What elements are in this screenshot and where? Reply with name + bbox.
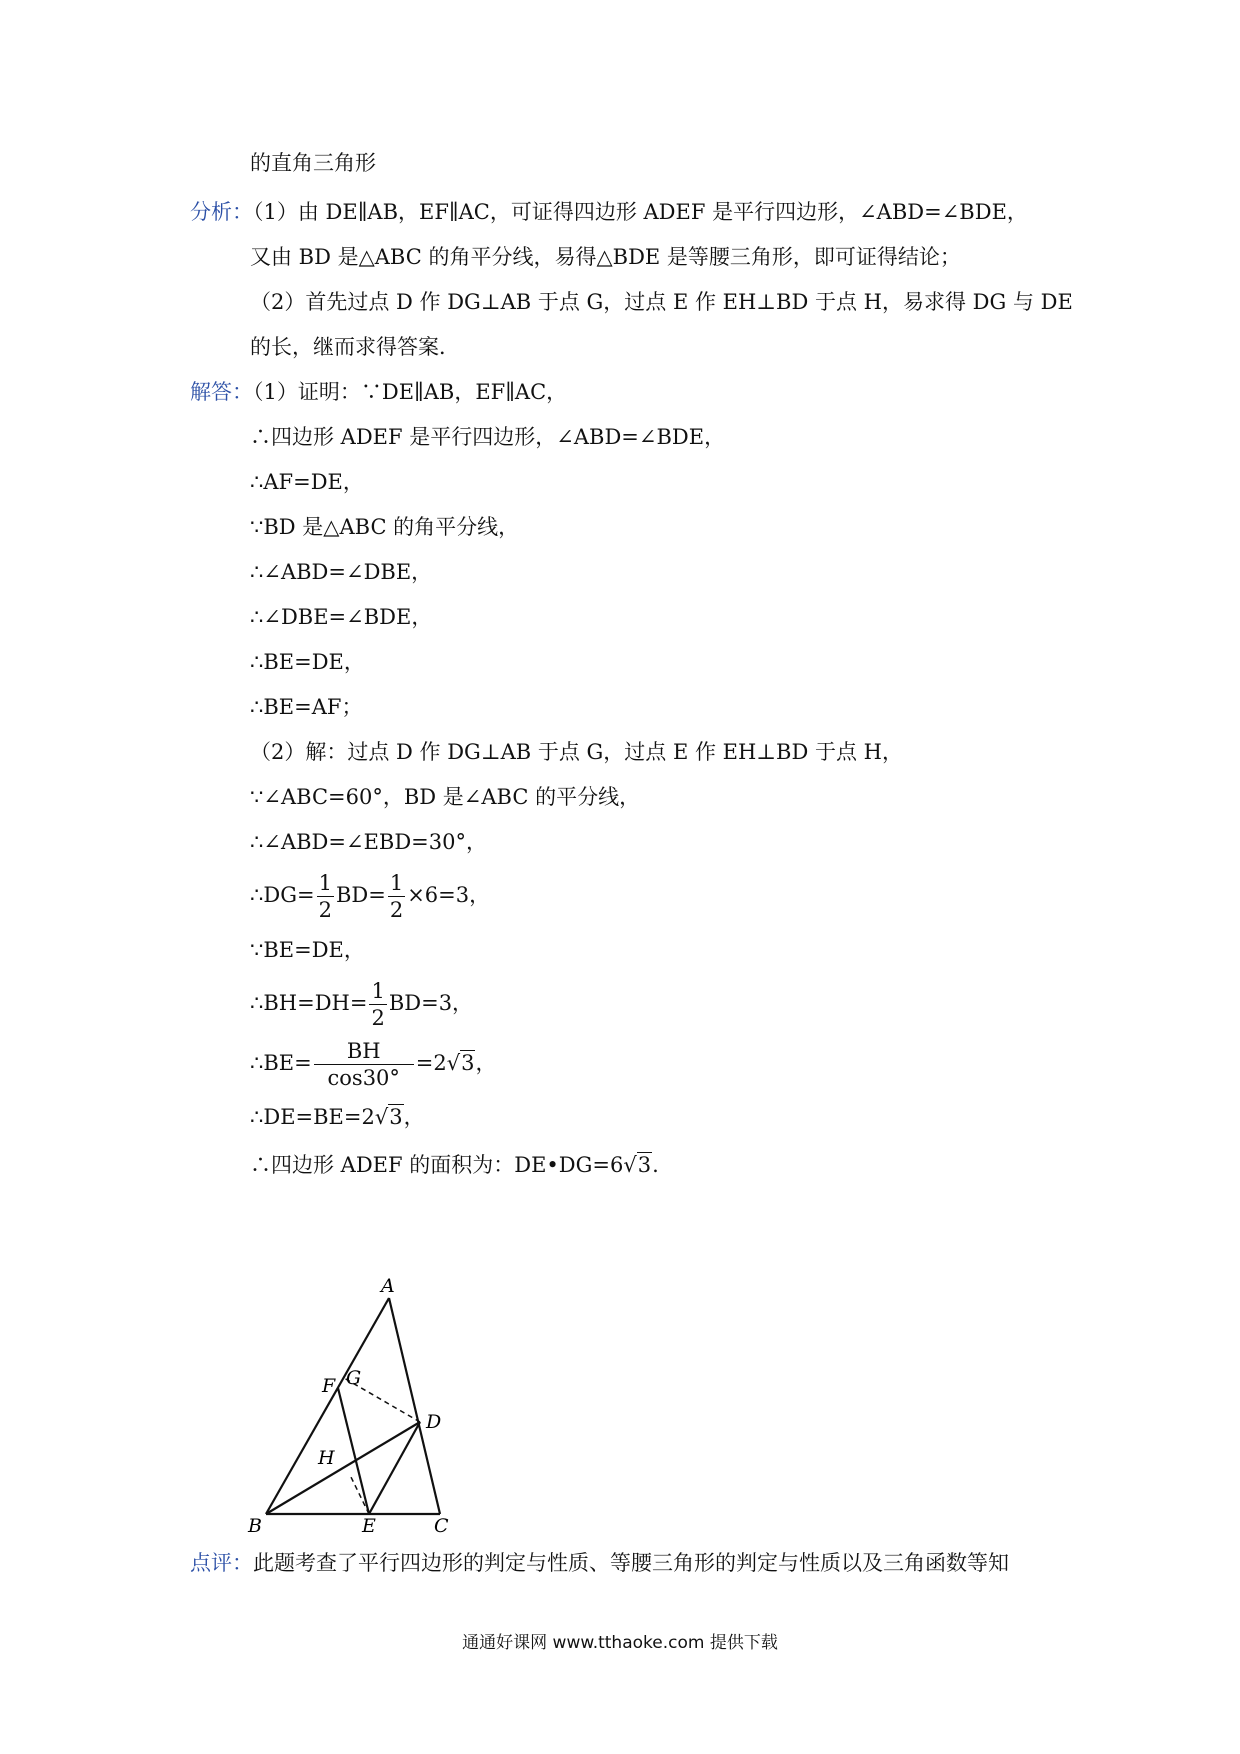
fraction: $\frac{1}{2}$ (389, 871, 404, 922)
page-footer: 通通好课网 www.tthaoke.com 提供下载 (462, 1633, 778, 1653)
label-a: A (381, 1275, 395, 1297)
solution-part2: （2）解：过点 D 作 DG⊥AB 于点 G，过点 E 作 EH⊥BD 于点 H， (250, 740, 903, 764)
analysis-text-1: （1）由 DE∥AB，EF∥AC，可证得四边形 ADEF 是平行四边形，∠ABD=∠BDE， (253, 200, 1028, 224)
comment-label: 点评： (190, 1551, 253, 1575)
fraction: $\frac{1}{2}$ (318, 871, 332, 922)
angle-step: ∵∠ABC=60°，BD 是∠ABC 的平分线， (250, 785, 641, 809)
analysis-line-3: （2）首先过点 D 作 DG⊥AB 于点 G，过点 E 作 EH⊥BD 于点 H，易求得 DG 与 DE (250, 290, 1073, 314)
proof-step: ∴∠DBE=∠BDE， (250, 605, 433, 629)
abd-step: ∴∠ABD=∠EBD=30°， (250, 830, 487, 854)
label-d: D (426, 1411, 442, 1433)
label-e: E (362, 1515, 376, 1537)
proof-step: ∴BE=AF； (250, 695, 363, 719)
analysis-line-4: 的长，继而求得答案． (250, 335, 460, 359)
label-g: G (346, 1367, 362, 1389)
be-equation: ∴BE= $\frac{BH}{\cos 30^\circ}$ =2√3， (250, 1039, 497, 1090)
segment-bd (266, 1422, 420, 1514)
proof-step: ∵BD 是△ABC 的角平分线， (250, 515, 520, 539)
segment-fe (338, 1388, 369, 1514)
label-f: F (322, 1375, 336, 1397)
label-c: C (434, 1515, 449, 1537)
bh-equation: ∴BH=DH= $\frac{1}{2}$ BD=3， (250, 979, 474, 1030)
proof-step: ∴∠ABD=∠DBE， (250, 560, 433, 584)
label-b: B (248, 1515, 262, 1537)
dg-equation: ∴DG= $\frac{1}{2}$ BD= $\frac{1}{2}$ ×6=3， (250, 871, 491, 922)
side-ab (266, 1298, 389, 1514)
proof-step: ∴AF=DE， (250, 470, 364, 494)
continuation-text: 的直角三角形 (250, 151, 376, 175)
analysis-line-2: 又由 BD 是△ABC 的角平分线，易得△BDE 是等腰三角形，即可证得结论； (250, 245, 961, 269)
side-ac (389, 1298, 440, 1514)
solution-label: 解答： (190, 380, 253, 404)
comment-text: 此题考查了平行四边形的判定与性质、等腰三角形的判定与性质以及三角函数等知 (253, 1551, 1009, 1575)
fraction: $\frac{BH}{\cos 30^\circ}$ (314, 1038, 414, 1091)
label-h: H (318, 1447, 335, 1469)
area-equation: ∴四边形 ADEF 的面积为：DE•DG=6√3. (250, 1150, 659, 1180)
segment-de (369, 1422, 420, 1514)
segment-eh (350, 1475, 369, 1514)
be-de-step: ∵BE=DE， (250, 938, 365, 962)
square-root: √3 (374, 1105, 403, 1129)
comment-line (190, 1548, 1009, 1578)
proof-step: ∴BE=DE， (250, 650, 365, 674)
square-root: √3 (623, 1153, 652, 1177)
fraction: $\frac{1}{2}$ (371, 979, 385, 1030)
square-root: √3 (446, 1051, 475, 1075)
de-equation: ∴DE=BE=2√3， (250, 1102, 425, 1132)
solution-part1: （1）证明：∵DE∥AB，EF∥AC， (253, 380, 568, 404)
proof-step: ∴四边形 ADEF 是平行四边形，∠ABD=∠BDE， (250, 425, 726, 449)
analysis-label: 分析： (190, 200, 253, 224)
